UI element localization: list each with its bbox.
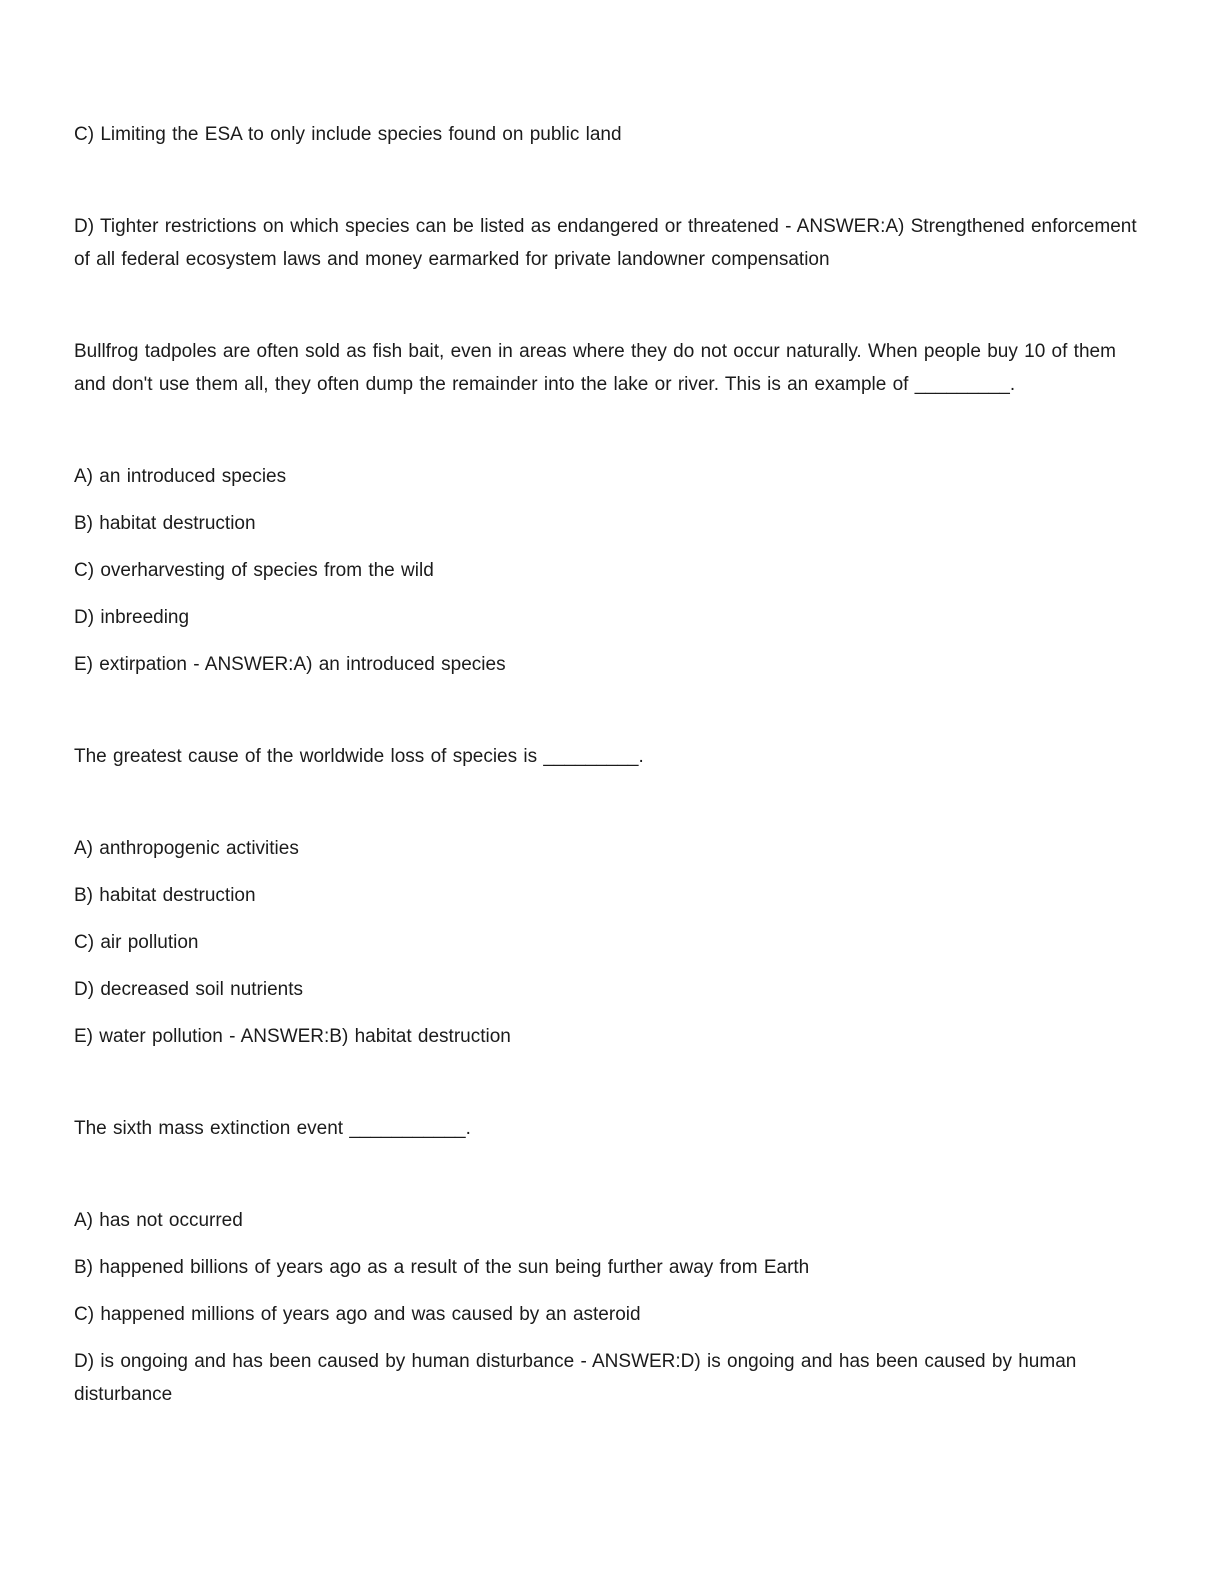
answer-option: C) happened millions of years ago and was caused by an asteroid	[74, 1304, 641, 1325]
answer-option: D) inbreeding	[74, 607, 190, 628]
answer-option: C) overharvesting of species from the wild	[74, 560, 434, 581]
answer-option-with-answer: D) Tighter restrictions on which species can be listed as endangered or threatened - ANSWER:A) Strengthened enforcement of all federal ecosystem laws and money earmarked for private landowner compensation	[74, 216, 1137, 270]
answer-option: A) anthropogenic activities	[74, 838, 299, 859]
answer-option: C) air pollution	[74, 932, 199, 953]
answer-option-with-answer: D) is ongoing and has been caused by human disturbance - ANSWER:D) is ongoing and has been caused by human disturbance	[74, 1351, 1077, 1405]
answer-option: D) decreased soil nutrients	[74, 979, 303, 1000]
answer-option-with-answer: E) extirpation - ANSWER:A) an introduced species	[74, 654, 506, 675]
answer-option: B) habitat destruction	[74, 513, 256, 534]
answer-option: A) an introduced species	[74, 466, 287, 487]
answer-option: B) habitat destruction	[74, 885, 256, 906]
answer-option: B) happened billions of years ago as a result of the sun being further away from Earth	[74, 1257, 810, 1278]
question-text: The sixth mass extinction event ___________.	[74, 1118, 471, 1139]
question-text: The greatest cause of the worldwide loss of species is _________.	[74, 746, 644, 767]
answer-option-with-answer: E) water pollution - ANSWER:B) habitat destruction	[74, 1026, 511, 1047]
answer-option: A) has not occurred	[74, 1210, 243, 1231]
question-text: Bullfrog tadpoles are often sold as fish bait, even in areas where they do not occur naturally. When people buy 10 of them and don't use them all, they often dump the remainder into the lake or river. This is an example of _________.	[74, 341, 1116, 395]
answer-option: C) Limiting the ESA to only include species found on public land	[74, 124, 622, 145]
